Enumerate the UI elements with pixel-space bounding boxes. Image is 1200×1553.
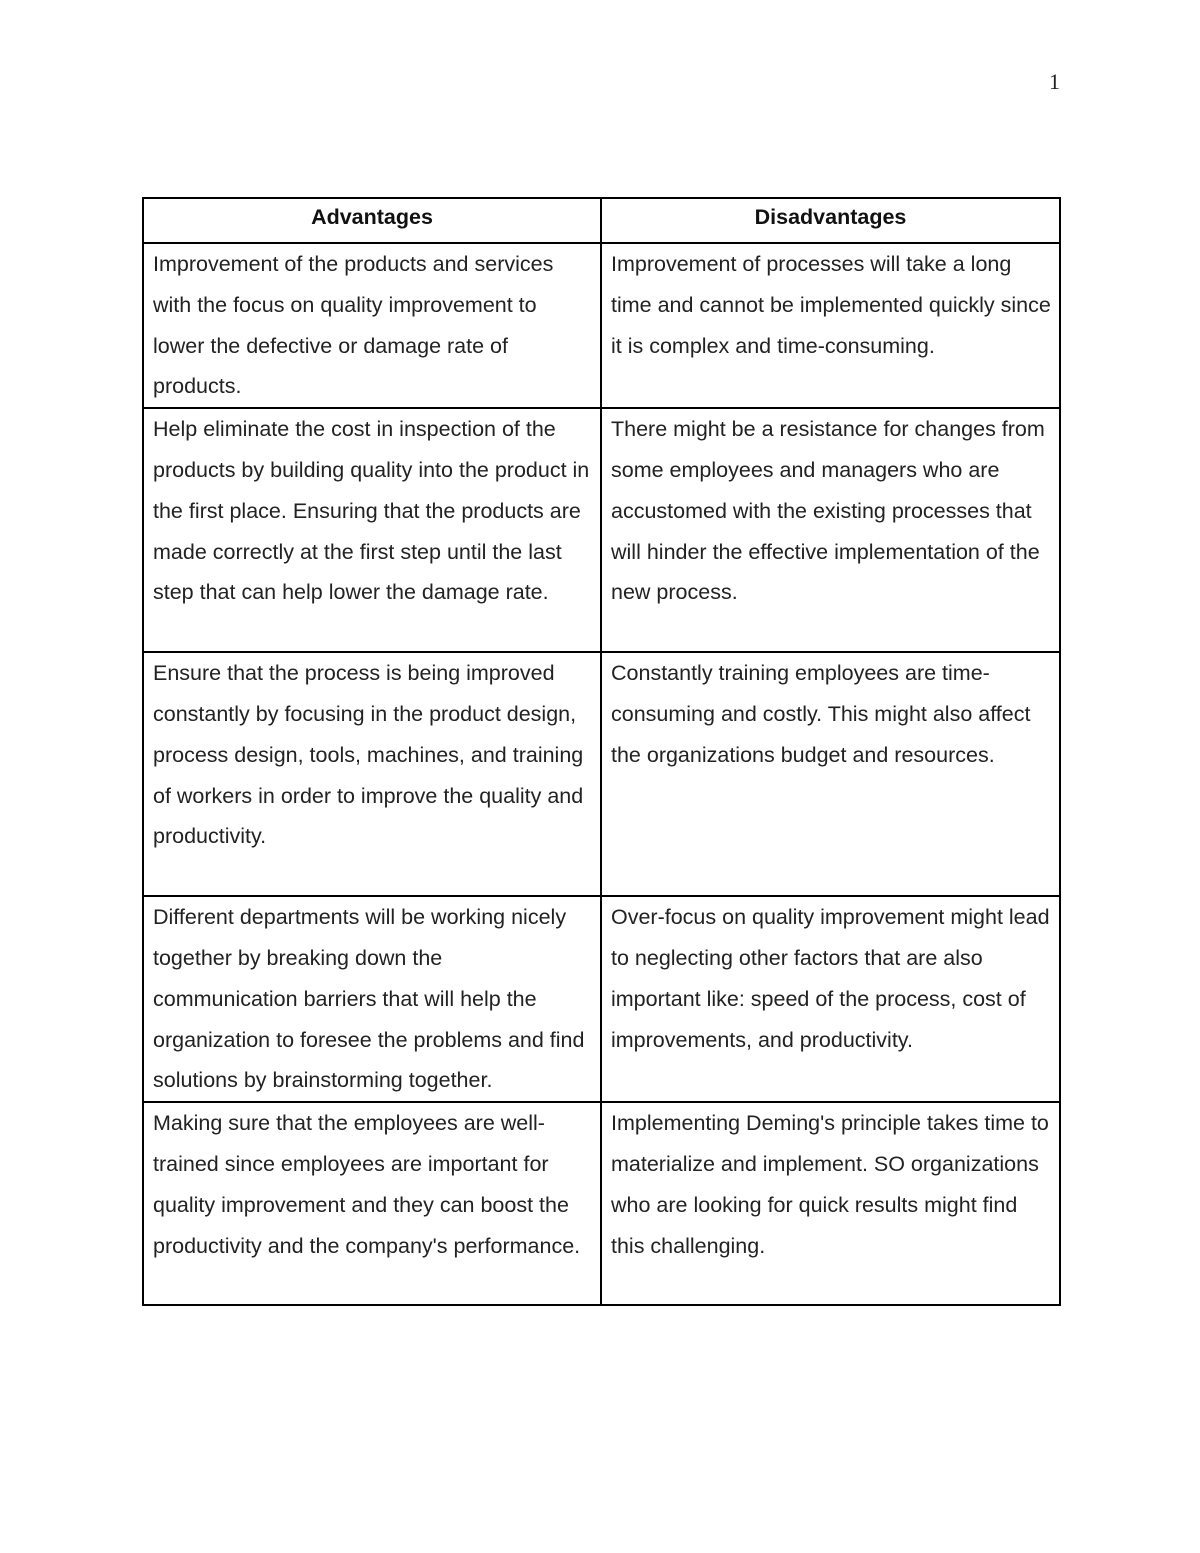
table-row: [143, 896, 1060, 1102]
disadvantage-cell: Improvement of processes will take a long time and cannot be implemented quickly since it is complex and time-consuming.: [601, 243, 1060, 408]
table-row: [143, 652, 1060, 896]
advantage-cell: Improvement of the products and services with the focus on quality improvement to lower the defective or damage rate of products.: [143, 243, 601, 408]
header-advantages: Advantages: [143, 198, 601, 243]
disadvantage-cell: Implementing Deming's principle takes time to materialize and implement. SO organizations who are looking for quick results might find this challenging.: [601, 1102, 1060, 1305]
disadvantage-cell: There might be a resistance for changes from some employees and managers who are accustomed with the existing processes that will hinder the effective implementation of the new process.: [601, 408, 1060, 652]
advantage-cell: Different departments will be working nicely together by breaking down the communication barriers that will help the organization to foresee the problems and find solutions by brainstorming together.: [143, 896, 601, 1102]
table-row: [143, 1102, 1060, 1305]
header-disadvantages: Disadvantages: [601, 198, 1060, 243]
table-row: [143, 243, 1060, 408]
disadvantage-cell: Over-focus on quality improvement might lead to neglecting other factors that are also important like: speed of the process, cost of improvements, and productivity.: [601, 896, 1060, 1102]
advantage-cell: Ensure that the process is being improved constantly by focusing in the product design, process design, tools, machines, and training of workers in order to improve the quality and productivity.: [143, 652, 601, 896]
advantage-cell: Making sure that the employees are well-trained since employees are important for quality improvement and they can boost the productivity and the company's performance.: [143, 1102, 601, 1305]
table-header-row: [143, 198, 1060, 243]
advantage-cell: Help eliminate the cost in inspection of the products by building quality into the product in the first place. Ensuring that the products are made correctly at the first step until the last step that can help lower the damage rate.: [143, 408, 601, 652]
page-number: 1: [1049, 69, 1060, 94]
table-row: [143, 408, 1060, 652]
advantages-disadvantages-table: [142, 197, 1061, 1306]
disadvantage-cell: Constantly training employees are time-consuming and costly. This might also affect the organizations budget and resources.: [601, 652, 1060, 896]
